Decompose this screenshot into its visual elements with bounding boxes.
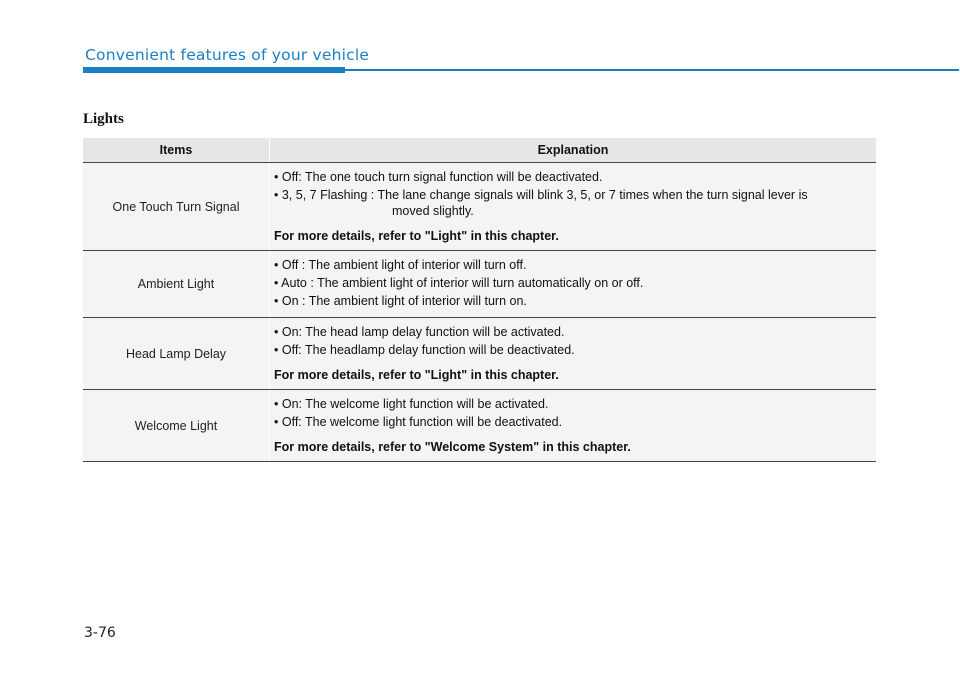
explanation-text: • Off: The headlamp delay function will be deactivated. [274,343,575,357]
chapter-header-title: Convenient features of your vehicle [85,46,370,64]
reference-note: For more details, refer to "Light" in this chapter. [274,368,559,382]
explanation-text: • 3, 5, 7 Flashing : The lane change signals will blink 3, 5, or 7 times when the turn signal lever is [274,188,808,202]
explanation-line [274,169,876,185]
explanation-line [274,324,876,340]
explanation-line [274,342,876,358]
explanation-line [274,293,876,309]
explanation-cell [270,251,877,318]
page-number: 3-76 [84,625,116,641]
column-header-items: Items [83,138,270,163]
explanation-text: • Auto : The ambient light of interior will turn automatically on or off. [274,276,644,290]
table-row [83,318,876,390]
table-row [83,390,876,462]
table-row [83,251,876,318]
item-name-cell: Welcome Light [83,390,270,462]
explanation-cell [270,163,877,251]
chapter-header-rule [345,69,959,71]
item-name-cell: Head Lamp Delay [83,318,270,390]
reference-note: For more details, refer to "Light" in this chapter. [274,229,559,243]
lights-spec-table [83,138,876,462]
explanation-text: • Off: The one touch turn signal function will be deactivated. [274,170,603,184]
table-header-row [83,138,876,163]
table-row [83,163,876,251]
explanation-cell [270,390,877,462]
reference-note: For more details, refer to "Welcome System" in this chapter. [274,440,631,454]
explanation-line [274,187,876,219]
explanation-line [274,257,876,273]
explanation-cell [270,318,877,390]
column-header-explanation: Explanation [270,138,877,163]
explanation-text: • On: The head lamp delay function will be activated. [274,325,565,339]
explanation-line [274,396,876,412]
explanation-text: • Off : The ambient light of interior will turn off. [274,258,527,272]
explanation-text: • On: The welcome light function will be activated. [274,397,549,411]
explanation-line [274,275,876,291]
explanation-line [274,414,876,430]
item-name-cell: One Touch Turn Signal [83,163,270,251]
explanation-continuation: moved slightly. [392,204,474,218]
section-title: Lights [83,111,124,127]
explanation-text: • Off: The welcome light function will be deactivated. [274,415,563,429]
chapter-header-bar [83,67,345,73]
explanation-text: • On : The ambient light of interior will turn on. [274,294,527,308]
item-name-cell: Ambient Light [83,251,270,318]
